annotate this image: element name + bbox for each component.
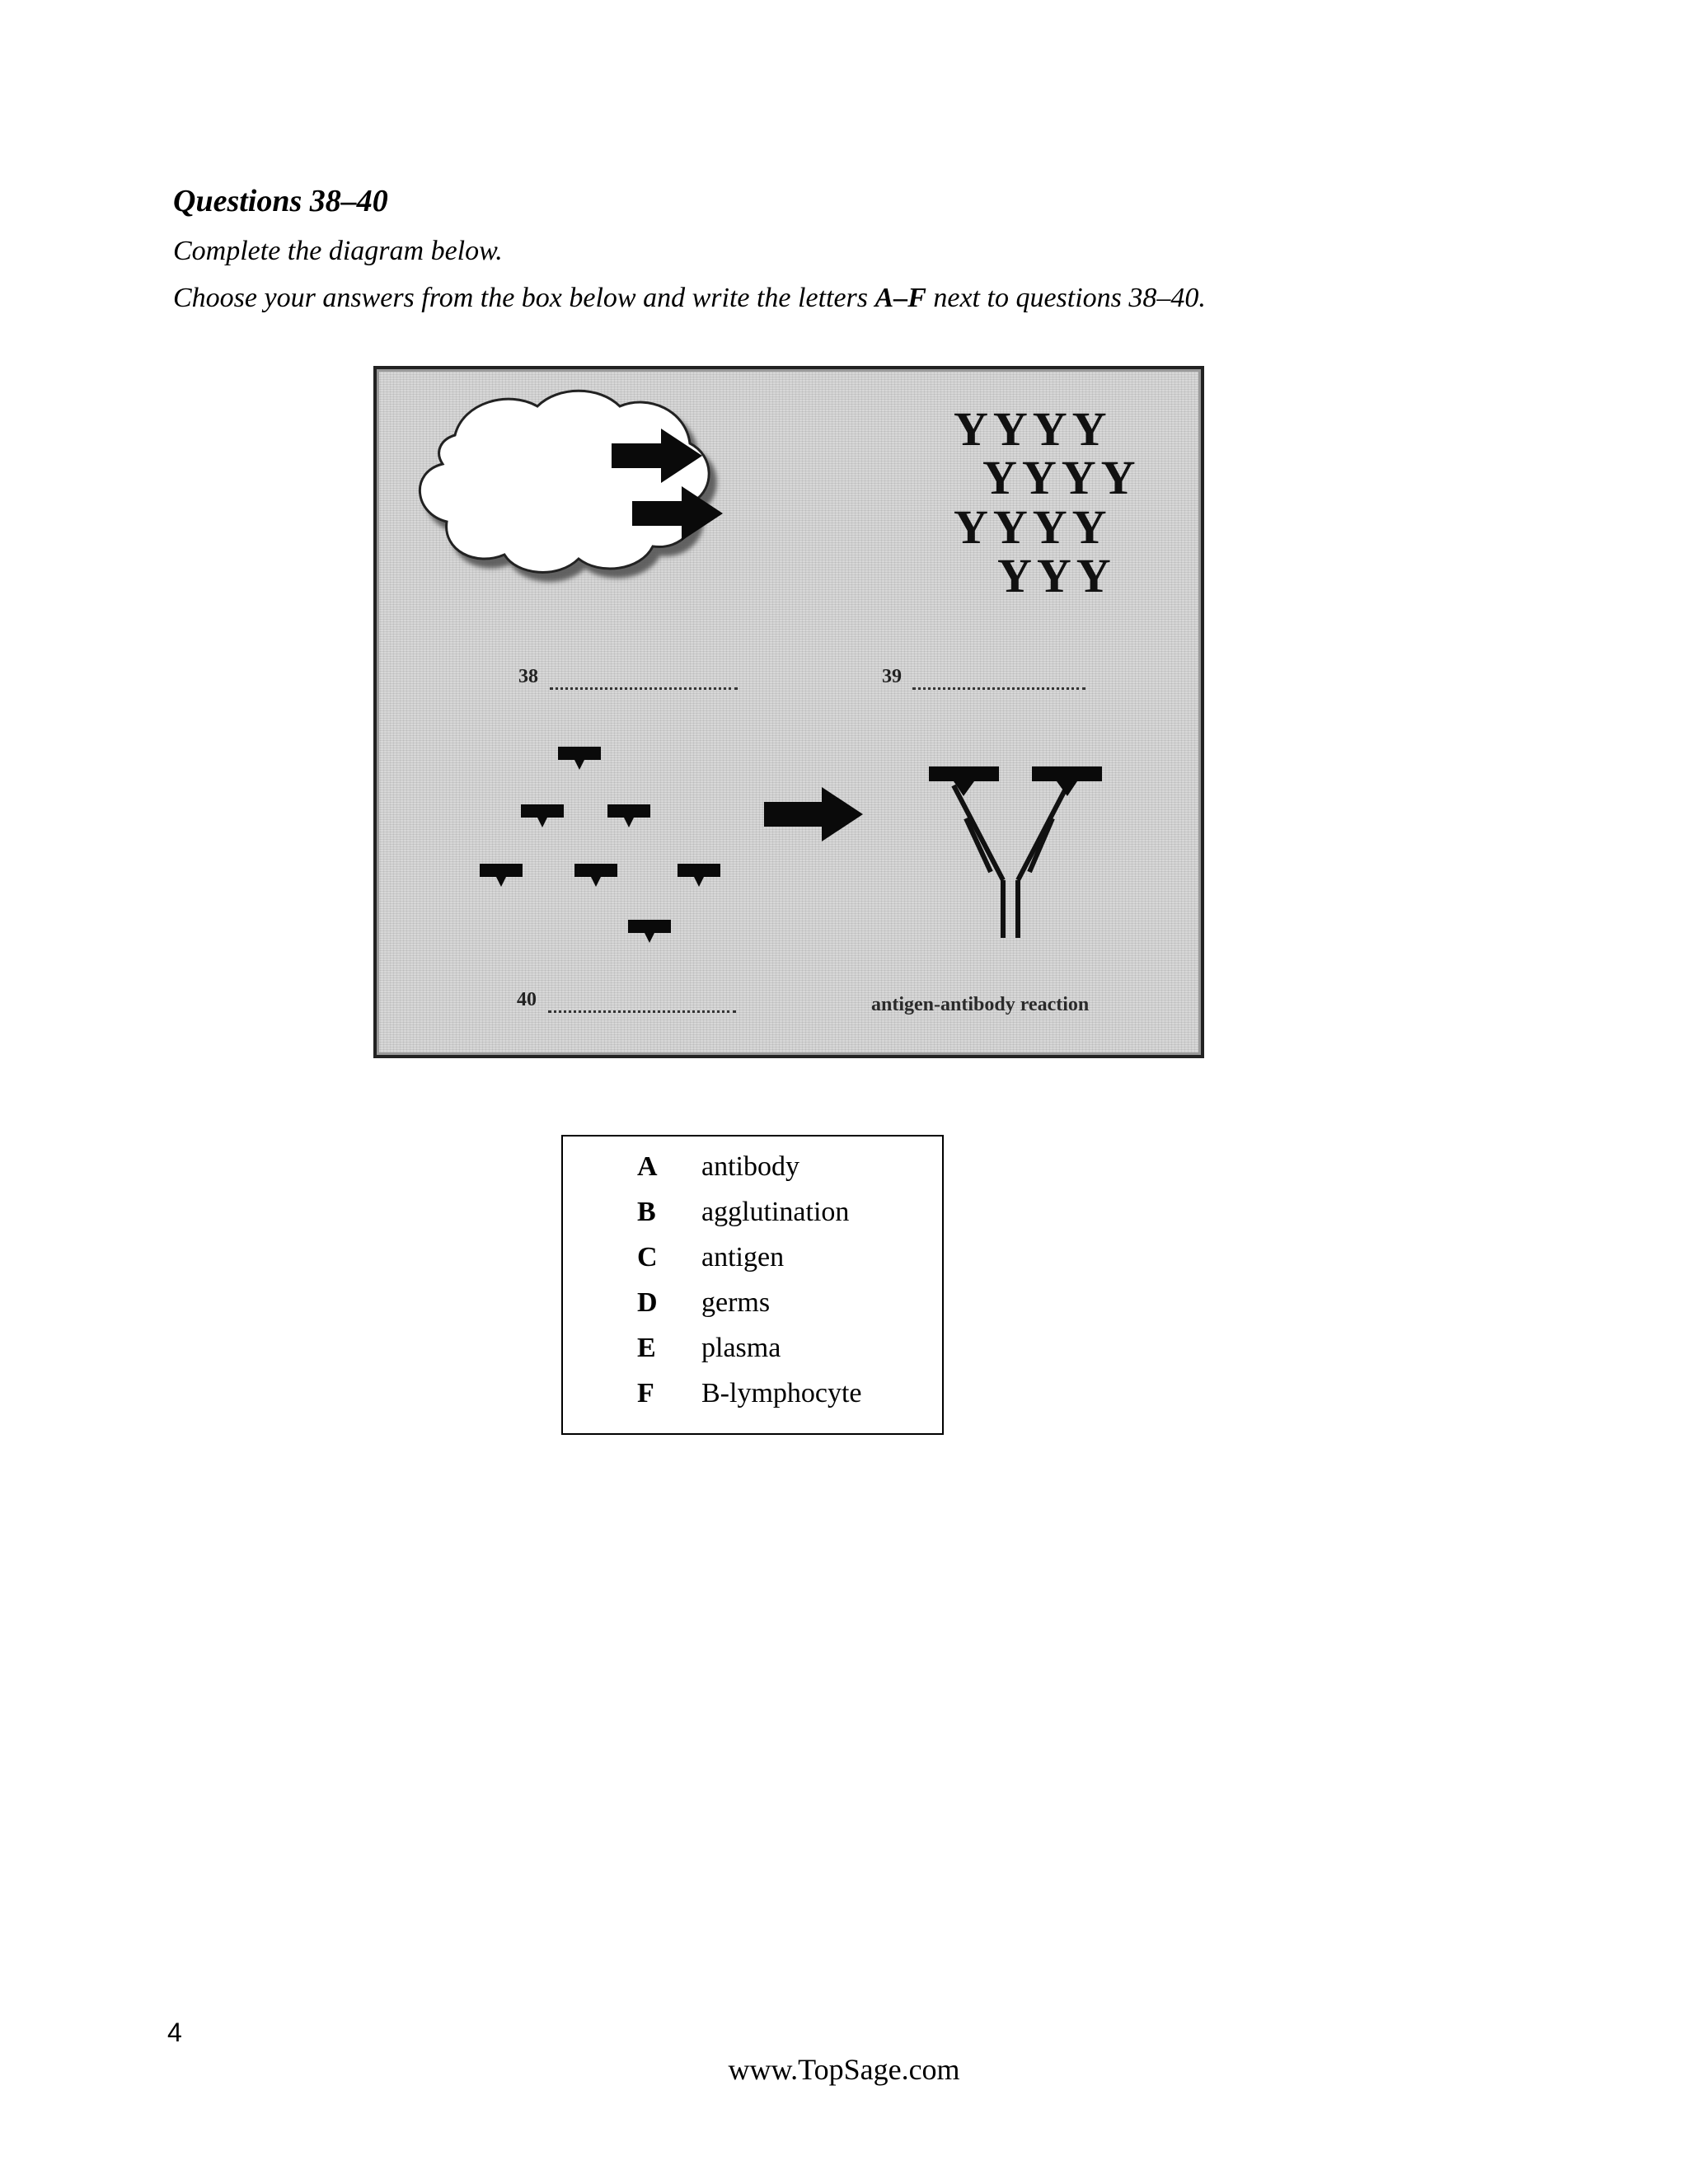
option-text: antigen <box>701 1242 785 1272</box>
option-b <box>563 1197 942 1240</box>
cloud-cell-icon <box>420 391 709 572</box>
answer-options-box <box>561 1135 944 1435</box>
option-text: antibody <box>701 1151 799 1182</box>
gap-label-40: 40 <box>517 989 537 1010</box>
option-c <box>563 1242 942 1285</box>
option-letter: E <box>637 1333 656 1363</box>
option-letter: A <box>637 1151 658 1182</box>
antigen-shapes <box>480 747 720 943</box>
antibody-y-icon <box>954 785 1067 938</box>
antibody-row: YYYY <box>954 402 1112 456</box>
page-number: 4 <box>167 2018 182 2047</box>
option-f <box>563 1378 942 1421</box>
option-letter: F <box>637 1378 654 1408</box>
option-text: agglutination <box>701 1197 850 1227</box>
option-letter: D <box>637 1287 658 1318</box>
option-text: germs <box>701 1287 771 1318</box>
answer-blank-40[interactable] <box>548 1010 736 1013</box>
option-letter: B <box>637 1197 656 1227</box>
option-a <box>563 1151 942 1194</box>
gap-label-38: 38 <box>518 666 538 687</box>
letter-range: A–F <box>874 283 926 313</box>
antibody-row: YYYY <box>954 500 1112 554</box>
option-letter: C <box>637 1242 658 1272</box>
antibody-row: YYY <box>997 549 1116 602</box>
immune-response-diagram <box>373 366 1204 1058</box>
answer-blank-39[interactable] <box>912 687 1085 690</box>
questions-heading: Questions 38–40 <box>173 184 388 218</box>
option-text: plasma <box>701 1333 781 1363</box>
option-d <box>563 1287 942 1330</box>
instruction-complete-diagram: Complete the diagram below. <box>173 236 503 266</box>
gap-label-39: 39 <box>882 666 902 687</box>
option-text: B-lymphocyte <box>701 1378 862 1408</box>
instruction-choose-answers: Choose your answers from the box below and write the letters A–F next to questions 38–40. <box>173 283 1206 313</box>
option-e <box>563 1333 942 1376</box>
answer-blank-38[interactable] <box>550 687 738 690</box>
reaction-label: antigen-antibody reaction <box>871 994 1090 1015</box>
footer-url: www.TopSage.com <box>728 2053 960 2086</box>
antibody-row: YYYY <box>982 451 1141 504</box>
arrow-icon <box>764 787 863 841</box>
